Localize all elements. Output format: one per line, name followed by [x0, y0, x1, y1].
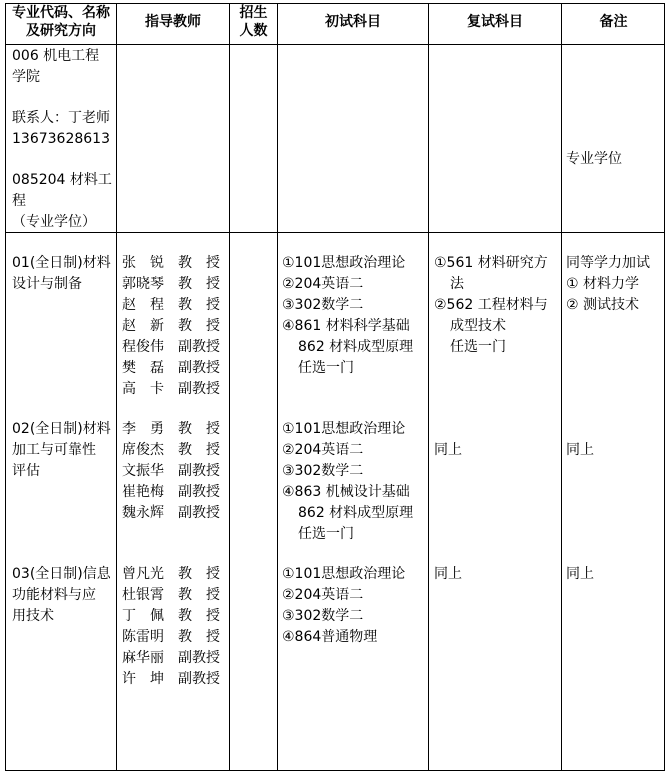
- header-supervisor: 指导教师: [145, 14, 201, 30]
- list-item: 陈雷明 教 授: [122, 629, 220, 645]
- column-divider: [229, 3, 230, 771]
- supervisor-list: [122, 253, 220, 400]
- list-item: 席俊杰 教 授: [122, 442, 220, 458]
- college-name: 006 机电工程 学院: [12, 48, 100, 85]
- header-initial-exam: 初试科目: [325, 14, 381, 30]
- initial-exam-subjects: ①101思想政治理论 ②204英语二 ③302数学二 ④861 材料科学基础 862 材料成型原理 任选一门: [282, 255, 414, 376]
- list-item: 高 卡 副教授: [122, 381, 220, 397]
- header-retest: 复试科目: [467, 14, 523, 30]
- list-item: 樊 磊 副教授: [122, 360, 220, 376]
- list-item: 文振华 副教授: [122, 463, 220, 479]
- list-item: 李 勇 教 授: [122, 421, 220, 437]
- list-item: 杜银霄 教 授: [122, 587, 220, 603]
- retest-subjects: ①561 材料研究方 法 ②562 工程材料与 成型技术 任选一门: [434, 255, 548, 355]
- header-divider: [5, 44, 665, 45]
- supervisor-list: [122, 419, 220, 524]
- direction-notes: 同上: [566, 566, 594, 582]
- direction-name: 01(全日制)材料 设计与制备: [12, 255, 111, 292]
- college-contact: 联系人：丁老师 13673628613: [12, 110, 110, 147]
- header-program: 专业代码、名称 及研究方向: [12, 5, 110, 39]
- direction-notes: 同上: [566, 442, 594, 458]
- list-item: 张 锐 教 授: [122, 255, 220, 271]
- column-divider: [116, 3, 117, 771]
- list-item: 麻华丽 副教授: [122, 650, 220, 666]
- header-notes: 备注: [599, 14, 628, 30]
- column-divider: [561, 3, 562, 771]
- list-item: 曾凡光 教 授: [122, 566, 220, 582]
- list-item: 程俊伟 副教授: [122, 339, 220, 355]
- list-item: 崔艳梅 副教授: [122, 484, 220, 500]
- list-item: 魏永辉 副教授: [122, 505, 220, 521]
- header-quota: 招生 人数: [239, 5, 268, 39]
- list-item: 赵 程 教 授: [122, 297, 220, 313]
- supervisor-list: [122, 564, 220, 690]
- list-item: 丁 佩 教 授: [122, 608, 220, 624]
- list-item: 许 坤 副教授: [122, 671, 220, 687]
- major-note: 专业学位: [566, 151, 622, 167]
- initial-exam-subjects: ①101思想政治理论 ②204英语二 ③302数学二 ④864普通物理: [282, 566, 406, 645]
- retest-subjects: 同上: [434, 566, 462, 582]
- direction-name: 02(全日制)材料 加工与可靠性 评估: [12, 421, 111, 479]
- retest-subjects: 同上: [434, 442, 462, 458]
- direction-notes: 同等学力加试 ① 材料力学 ② 测试技术: [566, 255, 650, 313]
- list-item: 郭晓琴 教 授: [122, 276, 220, 292]
- major-name: 085204 材料工 程 （专业学位）: [12, 172, 112, 230]
- column-divider: [428, 3, 429, 771]
- column-divider: [277, 3, 278, 771]
- initial-exam-subjects: ①101思想政治理论 ②204英语二 ③302数学二 ④863 机械设计基础 862 材料成型原理 任选一门: [282, 421, 414, 542]
- direction-name: 03(全日制)信息 功能材料与应 用技术: [12, 566, 111, 624]
- list-item: 赵 新 教 授: [122, 318, 220, 334]
